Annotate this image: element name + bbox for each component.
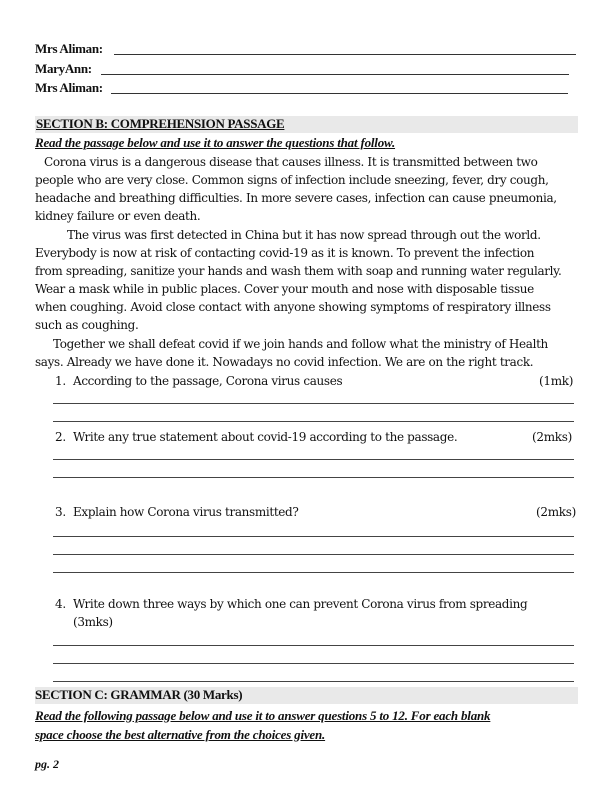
answer-line[interactable] [53, 477, 574, 478]
question-3-number: 3. [55, 505, 66, 519]
passage-line: The virus was first detected in China but it has now spread through out the world. [67, 228, 541, 242]
passage-line: such as coughing. [35, 318, 139, 332]
question-3-text: Explain how Corona virus transmitted? [73, 505, 299, 519]
answer-line[interactable] [53, 554, 574, 555]
passage-line: Wear a mask while in public places. Cover your mouth and nose with disposable tissue [35, 282, 534, 296]
question-4-text: Write down three ways by which one can prevent Corona virus from spreading [73, 597, 528, 611]
passage-line: from spreading, sanitize your hands and wash them with soap and running water regularly. [35, 264, 562, 278]
answer-line[interactable] [53, 403, 574, 404]
question-2-marks: (2mks) [532, 430, 573, 444]
answer-line-header-3[interactable] [111, 93, 568, 94]
question-2-number: 2. [55, 430, 66, 444]
answer-line[interactable] [53, 536, 574, 537]
page-number: pg. 2 [35, 757, 59, 771]
speaker-label-2: MaryAnn: [35, 61, 92, 76]
answer-line[interactable] [53, 421, 574, 422]
answer-line[interactable] [53, 663, 574, 664]
question-2-text: Write any true statement about covid-19 according to the passage. [73, 430, 458, 444]
speaker-label-3: Mrs Aliman: [35, 80, 103, 95]
question-1-text: According to the passage, Corona virus causes [73, 374, 343, 388]
passage-line: Everybody is now at risk of contacting covid-19 as it is known. To prevent the infection [35, 246, 535, 260]
passage-line: when coughing. Avoid close contact with anyone showing symptoms of respiratory illness [35, 300, 551, 314]
question-1-number: 1. [55, 374, 66, 388]
passage-line: kidney failure or even death. [35, 209, 201, 223]
question-4-marks: (3mks) [73, 615, 113, 629]
answer-line-header-2[interactable] [101, 74, 569, 75]
passage-line: people who are very close. Common signs of infection include sneezing, fever, dry cough, [35, 173, 549, 187]
section-c-instruction-line: Read the following passage below and use it to answer questions 5 to 12. For each blank [35, 708, 491, 723]
passage-line: Corona virus is a dangerous disease that causes illness. It is transmitted between two [44, 155, 538, 169]
answer-line-header-1[interactable] [114, 54, 576, 55]
question-4-number: 4. [55, 597, 66, 611]
passage-line: says. Already we have done it. Nowadays no covid infection. We are on the right track. [35, 355, 534, 369]
question-3-marks: (2mks) [536, 505, 577, 519]
answer-line[interactable] [53, 681, 574, 682]
speaker-label-1: Mrs Aliman: [35, 41, 103, 56]
section-c-instruction-line: space choose the best alternative from the choices given. [35, 727, 326, 742]
answer-line[interactable] [53, 572, 574, 573]
answer-line[interactable] [53, 459, 574, 460]
question-1-marks: (1mk) [539, 374, 574, 388]
passage-line: Together we shall defeat covid if we join hands and follow what the ministry of Health [53, 337, 548, 351]
section-b-instruction: Read the passage below and use it to answer the questions that follow. [35, 135, 396, 150]
section-c-title: SECTION C: GRAMMAR (30 Marks) [35, 687, 243, 702]
answer-line[interactable] [53, 645, 574, 646]
passage-line: headache and breathing difficulties. In more severe cases, infection can cause pneumonia, [35, 191, 557, 205]
section-b-title: SECTION B: COMPREHENSION PASSAGE [36, 116, 285, 131]
